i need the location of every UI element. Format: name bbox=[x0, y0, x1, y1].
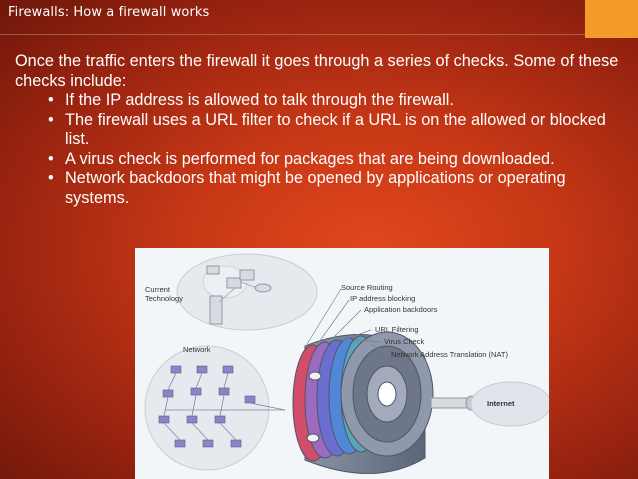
checks-list bbox=[15, 91, 625, 208]
title-divider bbox=[0, 34, 585, 35]
list-item bbox=[48, 149, 625, 170]
label-app-backdoors: Application backdoors bbox=[364, 305, 438, 314]
bullet-glyph: • bbox=[48, 169, 54, 187]
current-technology-cloud bbox=[145, 254, 317, 330]
network-label: Network bbox=[183, 345, 211, 354]
slide-title: Firewalls: How a firewall works bbox=[8, 5, 210, 20]
internet-label: Internet bbox=[487, 399, 515, 408]
label-nat: Network Address Translation (NAT) bbox=[391, 350, 508, 359]
network-cloud bbox=[145, 345, 285, 470]
list-item-text: Network backdoors that might be opened by applications or operating systems. bbox=[65, 169, 566, 207]
firewall-diagram-svg bbox=[135, 248, 549, 479]
current-technology-label: Current Technology bbox=[145, 285, 183, 303]
list-item bbox=[48, 91, 625, 111]
list-item-text: A virus check is performed for packages that are being downloaded. bbox=[65, 149, 555, 168]
firewall-diagram bbox=[135, 248, 549, 479]
slide-body bbox=[15, 52, 625, 208]
label-source-routing: Source Routing bbox=[341, 283, 393, 292]
intro-paragraph: Once the traffic enters the firewall it goes through a series of checks. Some of these checks include: bbox=[15, 52, 619, 90]
bullet-glyph: • bbox=[48, 110, 54, 129]
list-item-text: The firewall uses a URL filter to check if a URL is on the allowed or blocked list. bbox=[65, 110, 606, 148]
list-item bbox=[48, 110, 625, 150]
list-item bbox=[48, 169, 625, 208]
label-virus-check: Virus Check bbox=[384, 337, 425, 346]
internet-link bbox=[431, 382, 549, 426]
accent-block bbox=[585, 0, 638, 38]
bullet-glyph: • bbox=[48, 91, 54, 109]
label-url-filtering: URL Filtering bbox=[375, 325, 419, 334]
monitor-icon bbox=[227, 278, 241, 288]
server-icon bbox=[210, 296, 222, 324]
list-item-text: If the IP address is allowed to talk through the firewall. bbox=[65, 91, 454, 109]
bullet-glyph: • bbox=[48, 149, 54, 168]
label-ip-blocking: IP address blocking bbox=[350, 294, 416, 303]
